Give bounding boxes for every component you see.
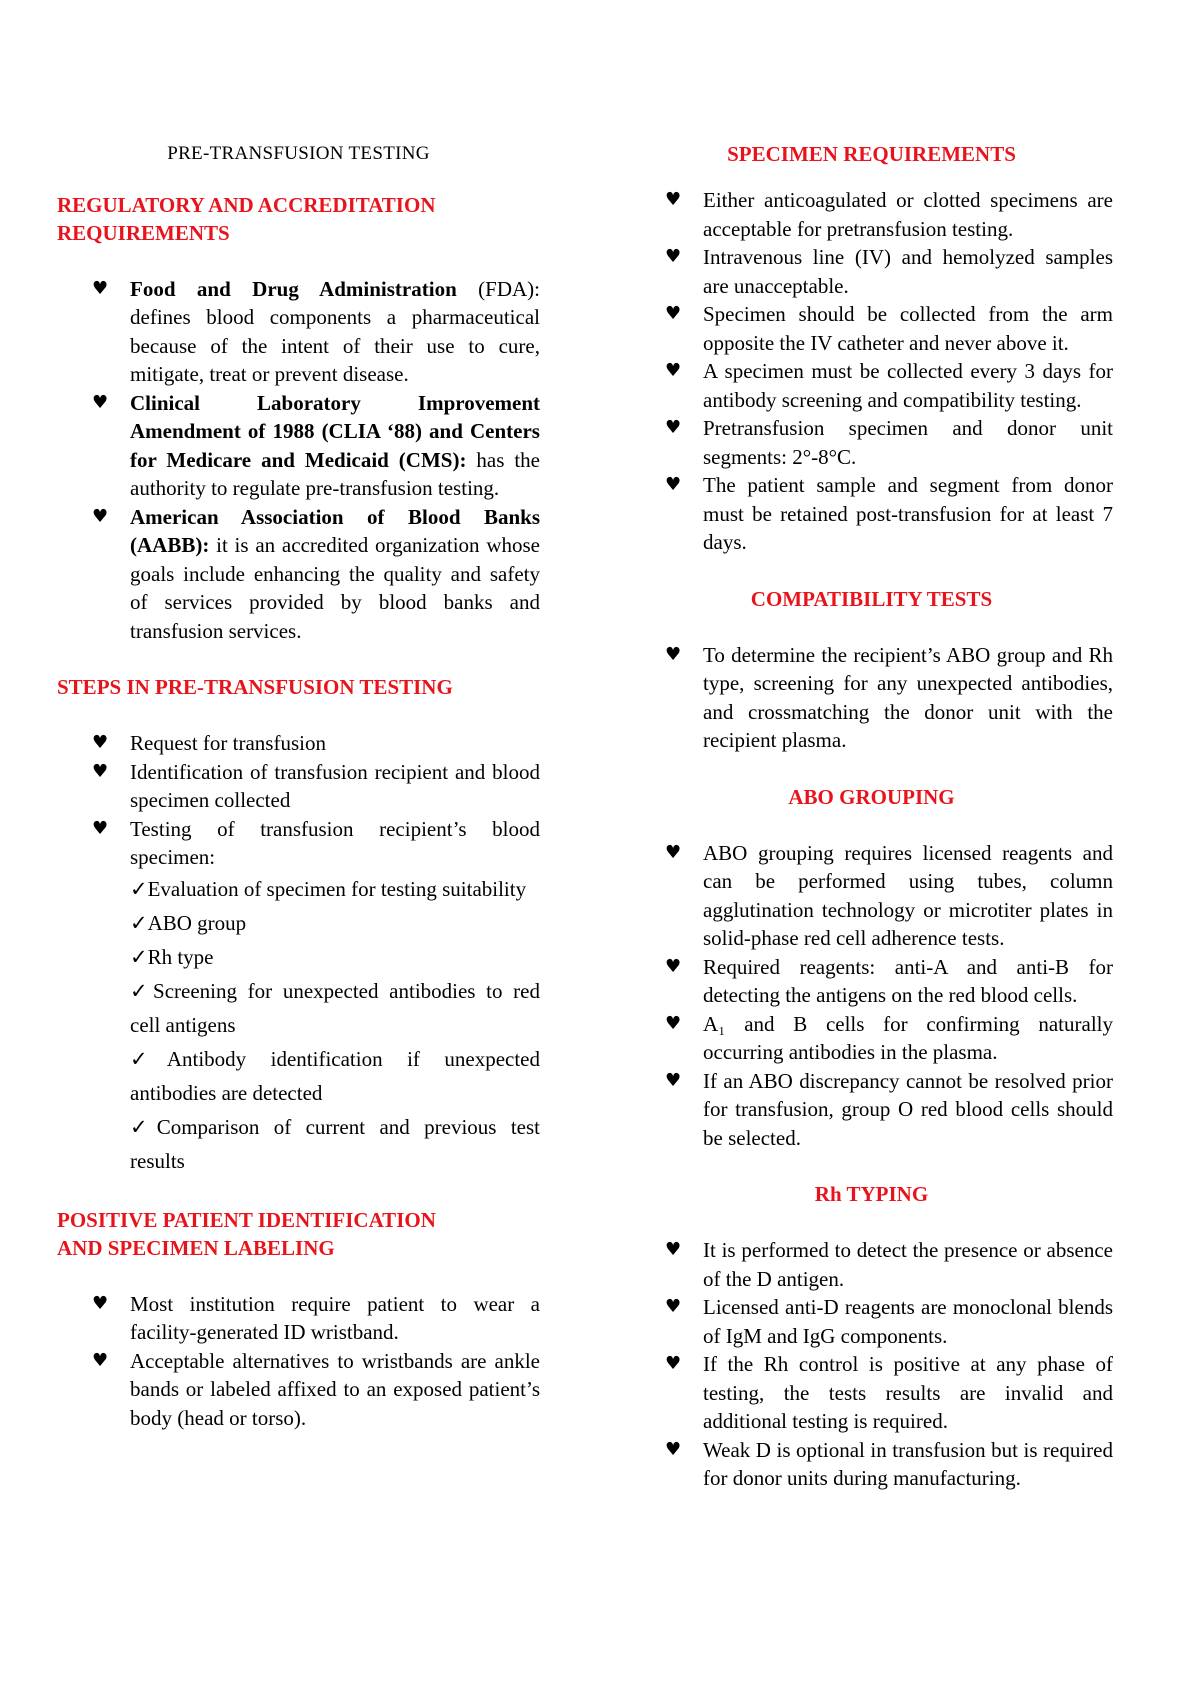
right-column (630, 140, 1113, 1521)
list-item: ♥ Either anticoagulated or clotted specimens are acceptable for pretransfusion testing. (665, 188, 1113, 241)
list-item: ♥ If the Rh control is positive at any phase of testing, the tests results are invalid and additional testing is required. (665, 1352, 1113, 1433)
regulatory-heading: REGULATORY AND ACCREDITATION REQUIREMENTS (57, 192, 436, 245)
heart-bullet-icon: ♥ (92, 817, 109, 839)
heart-bullet-icon: ♥ (665, 474, 682, 495)
heart-bullet-icon: ♥ (665, 841, 682, 863)
heart-bullet-icon: ♥ (665, 1438, 682, 1460)
list-item: ♥ A specimen must be collected every 3 days for antibody screening and compatibility testing. (665, 359, 1113, 412)
checklist-item: ✓Comparison of current and previous test results (130, 1114, 540, 1173)
positive-id-list (57, 1290, 540, 1433)
steps-heading: STEPS IN PRE-TRANSFUSION TESTING (57, 675, 453, 699)
heart-bullet-icon: ♥ (665, 1012, 682, 1034)
list-item: ♥ Required reagents: anti-A and anti-B for detecting the antigens on the red blood cells. (665, 954, 1113, 1007)
heart-bullet-icon: ♥ (665, 1353, 682, 1374)
checklist-item: ✓Rh type (130, 944, 214, 969)
compatibility-list (630, 641, 1113, 755)
list-item: ♥ Pretransfusion specimen and donor unit segments: 2°-8°C. (665, 416, 1113, 469)
heart-bullet-icon: ♥ (665, 303, 682, 324)
compatibility-heading: COMPATIBILITY TESTS (750, 586, 993, 611)
regulatory-list (57, 275, 540, 646)
page-title: PRE-TRANSFUSION TESTING (167, 143, 430, 164)
heart-bullet-icon: ♥ (665, 1239, 682, 1260)
specimen-list (630, 186, 1113, 557)
list-item: ♥ Acceptable alternatives to wristbands are ankle bands or labeled affixed to an exposed patient’s body (head or torso). (92, 1348, 540, 1430)
list-item: ♥ The patient sample and segment from donor must be retained post-transfusion for at least 7 days. (665, 473, 1113, 554)
checklist-item: ✓Antibody identification if unexpected antibodies are detected (130, 1046, 540, 1105)
checklist-item: ✓ABO group (130, 910, 247, 935)
heart-bullet-icon: ♥ (665, 360, 682, 381)
list-item: ♥ Clinical Laboratory Improvement Amendment of 1988 (CLIA ‘88) and Centers for Medicare and Medicaid (CMS): has the authority to regulate pre-transfusion testing. (92, 390, 540, 500)
heart-bullet-icon: ♥ (92, 505, 109, 527)
list-item: ♥ American Association of Blood Banks (AABB): it is an accredited organization whose goals include enhancing the quality and safety of services provided by blood banks and transfusion services. (92, 504, 540, 643)
rh-list (630, 1236, 1113, 1493)
heart-bullet-icon: ♥ (665, 189, 682, 210)
steps-list (57, 729, 540, 1178)
heart-bullet-icon: ♥ (92, 277, 109, 299)
heart-bullet-icon: ♥ (92, 391, 109, 413)
list-item: ♥ If an ABO discrepancy cannot be resolved prior for transfusion, group O red blood cells should be selected. (665, 1068, 1113, 1150)
checklist (130, 872, 540, 1178)
list-item: ♥ Specimen should be collected from the arm opposite the IV catheter and never above it. (665, 302, 1113, 355)
heart-bullet-icon: ♥ (665, 1296, 682, 1317)
list-item: ♥ ABO grouping requires licensed reagents and can be performed using tubes, column agglutination technology or microtiter plates in solid-phase red cell adherence tests. (665, 840, 1113, 950)
list-item: ♥ A₁ and B cells for confirming naturally occurring antibodies in the plasma. (665, 1011, 1113, 1064)
list-item: ♥ Food and Drug Administration (FDA): defines blood components a pharmaceutical because of the intent of their use to cure, mitigate, treat or prevent disease. (92, 276, 540, 386)
list-item: ♥ It is performed to detect the presence or absence of the D antigen. (665, 1238, 1113, 1291)
abo-heading: ABO GROUPING (788, 784, 955, 809)
list-item: ♥ Identification of transfusion recipient and blood specimen collected (92, 759, 540, 812)
list-item: ♥ To determine the recipient’s ABO group and Rh type, screening for any unexpected antibodies, and crossmatching the donor unit with the recipient plasma. (665, 642, 1113, 752)
heart-bullet-icon: ♥ (665, 955, 682, 977)
heart-bullet-icon: ♥ (665, 246, 682, 267)
list-item: ♥ Most institution require patient to wear a facility-generated ID wristband. (92, 1291, 540, 1344)
list-item: ♥ Weak D is optional in transfusion but is required for donor units during manufacturing. (665, 1437, 1113, 1490)
heart-bullet-icon: ♥ (665, 417, 682, 438)
positive-id-heading: POSITIVE PATIENT IDENTIFICATION AND SPECIMEN LABELING (57, 1207, 436, 1260)
list-item: ♥ Request for transfusion (57, 729, 540, 758)
checklist-item: ✓Evaluation of specimen for testing suitability (130, 876, 527, 901)
specimen-heading: SPECIMEN REQUIREMENTS (727, 142, 1016, 166)
rh-heading: Rh TYPING (814, 1182, 929, 1206)
list-item: ♥ Licensed anti-D reagents are monoclonal blends of IgM and IgG components. (665, 1295, 1113, 1348)
abo-list (630, 839, 1113, 1153)
heart-bullet-icon: ♥ (92, 1292, 109, 1314)
heart-bullet-icon: ♥ (665, 643, 682, 665)
list-item: ♥ Testing of transfusion recipient’s blood specimen: ✓Evaluation of specimen for testing suitability ✓ABO group ✓Rh type ✓Screening for unexpected antibodies to red cell antigens ✓Antibody identification if unexpected antibodies are detected ✓Comparison of current and previous test results (57, 815, 540, 1178)
checklist-item: ✓Screening for unexpected antibodies to red cell antigens (130, 978, 540, 1037)
left-column (57, 140, 540, 1460)
heart-bullet-icon: ♥ (665, 1069, 682, 1091)
list-item: ♥ Intravenous line (IV) and hemolyzed samples are unacceptable. (665, 245, 1113, 298)
heart-bullet-icon: ♥ (92, 760, 109, 782)
heart-bullet-icon: ♥ (92, 1349, 109, 1371)
heart-bullet-icon: ♥ (92, 732, 109, 753)
